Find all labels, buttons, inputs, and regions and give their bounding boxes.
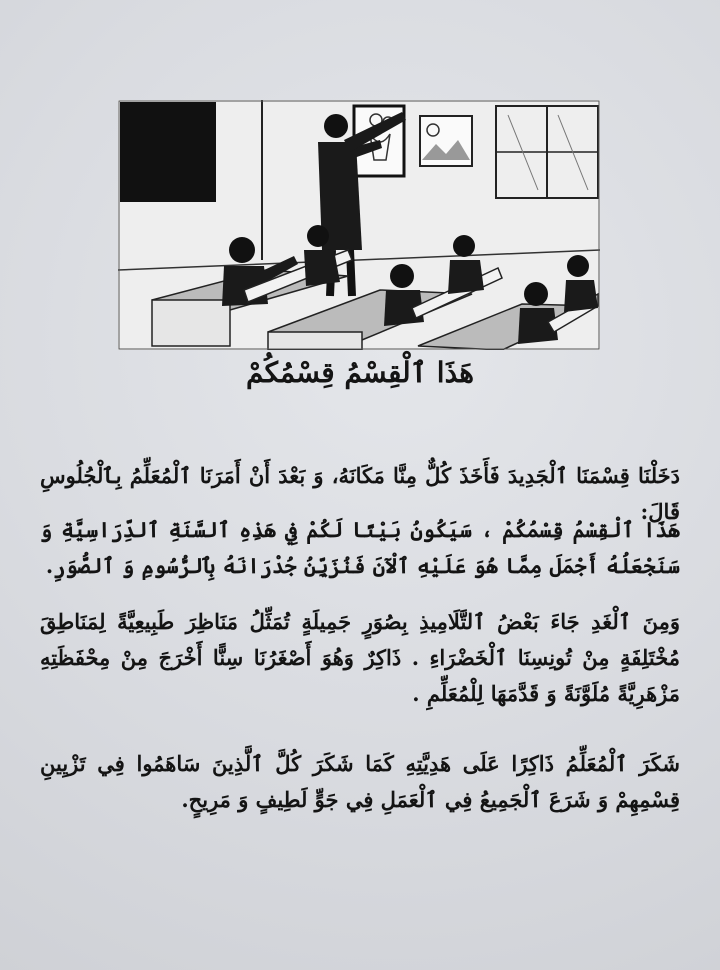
classroom-illustration — [118, 100, 600, 350]
paragraph-1: دَخَلْنَا قِسْمَنَا ٱلْجَدِيدَ فَأَخَذَ كُلٌّ مِنَّا مَكَانَهُ، وَ بَعْدَ أَنْ أَمَرَنَا ٱلْمُعَلِّمُ بِٱلْجُلُوسِ قَالَ: — [40, 463, 680, 524]
paragraph-3: وَمِنَ ٱلْغَدِ جَاءَ بَعْضُ ٱلتَّلَامِيذِ بِصُوَرٍ جَمِيلَةٍ تُمَثِّلُ مَنَاظِرَ طَبِيعِيَّةً لِمَنَاطِقَ مُخْتَلِفَةٍ مِنْ تُونِسِنَا ٱلْخَضْرَاءِ . ذَاكِرٌ وَهُوَ أَصْغَرُنَا سِنًّا أَخْرَجَ مِنْ مِحْفَظَتِهِ مَزْهَرِيَّةً مُلَوَّنَةً وَ قَدَّمَهَا لِلْمُعَلِّمِ . — [40, 609, 680, 706]
paragraph-4: شَكَرَ ٱلْمُعَلِّمُ ذَاكِرًا عَلَى هَدِيَّتِهِ كَمَا شَكَرَ كُلَّ ٱلَّذِينَ سَاهَمُوا فِي تَزْيِينِ قِسْمِهِمْ وَ شَرَعَ ٱلْجَمِيعُ فِي ٱلْعَمَلِ فِي جَوٍّ لَطِيفٍ وَ مَرِيحٍ. — [40, 751, 680, 812]
lesson-title: هَذَا ٱلْقِسْمُ قِسْمُكُمْ — [245, 356, 475, 389]
classroom-illustration-icon — [118, 100, 600, 350]
paragraph-2: هَذَا ٱلْقِسْمُ قِسْمُكُمْ ، سَيَكُونُ بَيْتًا لَكُمْ فِي هَذِهِ ٱلسَّنَةِ ٱلدِّرَاسِيَّةِ وَ سَنَجْعَلُهُ أَجْمَلَ مِمَّا هُوَ عَلَيْهِ ٱلْآنَ فَنُزَيِّنُ جُدْرَانَهُ بِٱلرُّسُومِ وَ ٱلصُّوَرِ. — [40, 517, 680, 578]
